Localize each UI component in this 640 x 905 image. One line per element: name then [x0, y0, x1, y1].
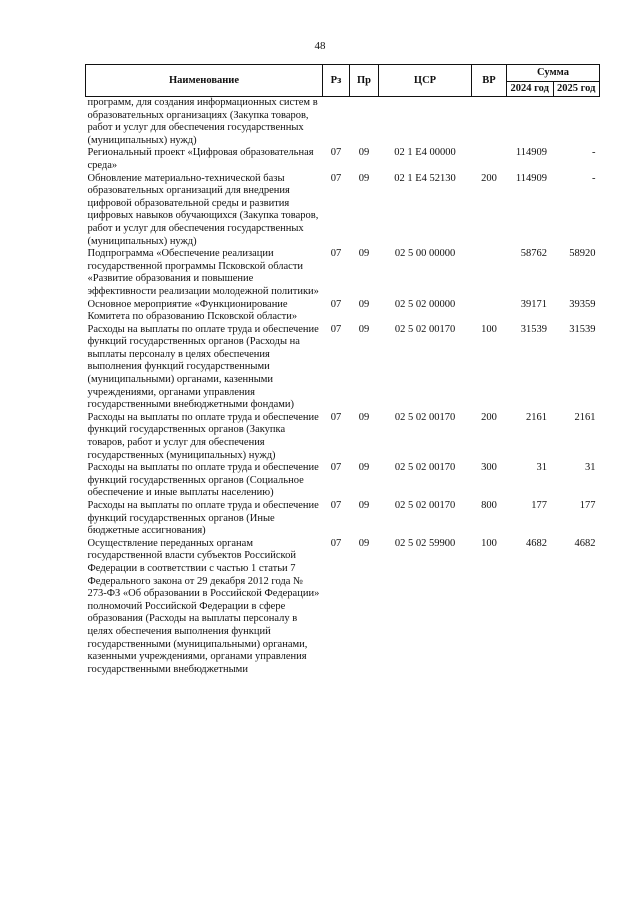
table-row	[86, 462, 600, 500]
row-pr: 09	[358, 248, 370, 260]
row-csr: 02 5 02 59900	[394, 537, 456, 549]
page-number: 48	[314, 40, 326, 52]
row-rz: 07	[330, 248, 342, 260]
header-sum: Сумма	[507, 65, 600, 82]
row-rz: 07	[330, 147, 342, 159]
row-name: программ, для создания информационных систем в образовательных организациях (Закупка товаров, работ и услуг для обеспечения государственных (муниципальных) нужд)	[87, 97, 318, 146]
header-pr: Пр	[350, 65, 379, 97]
row-sum-2025: -	[592, 147, 596, 159]
row-vr	[472, 248, 507, 298]
row-name: Подпрограмма «Обеспечение реализации государственной программы Псковской области «Развитие образования и повышение эффективности реализации молодежной политики»	[87, 248, 319, 297]
row-pr: 09	[358, 500, 370, 511]
table-row	[86, 324, 600, 412]
row-csr: 02 1 E4 00000	[394, 147, 456, 159]
row-sum-2024: 2161	[526, 411, 547, 423]
table-row	[86, 147, 600, 172]
row-rz: 07	[330, 411, 342, 423]
row-sum-2025: 39359	[569, 298, 596, 310]
row-pr: 09	[358, 172, 370, 184]
row-rz: 07	[330, 462, 342, 474]
row-sum-2025: 2161	[574, 411, 596, 423]
row-sum-2025: 177	[579, 500, 596, 511]
header-rz: Рз	[323, 65, 350, 97]
row-csr: 02 5 02 00000	[394, 298, 456, 310]
row-rz: 07	[330, 323, 342, 335]
row-csr: 02 5 00 00000	[394, 248, 456, 260]
row-name: Осуществление переданных органам государственной власти субъектов Российской Федерации в соответствии с частью 1 статьи 7 Федерального закона от 29 декабря 2012 года № 273-ФЗ «Об образовании в Российской Федерации» полномочий Российской Федерации в сфере образования (Расходы на выплаты персоналу в целях обеспечения выполнения функций государственными (муниципальными) органами, казенными учреждениями, органами управления государственными внебюджетными	[87, 537, 320, 675]
row-pr: 09	[358, 537, 370, 549]
row-sum-2024	[507, 97, 554, 148]
row-pr: 09	[358, 147, 370, 159]
table-row	[86, 173, 600, 249]
row-rz: 07	[330, 172, 342, 184]
table-row	[86, 500, 600, 538]
row-sum-2024: 4682	[526, 537, 547, 549]
table-row	[86, 538, 600, 677]
table-row	[86, 299, 600, 324]
row-sum-2025: 31539	[569, 323, 596, 335]
row-name: Расходы на выплаты по оплате труда и обеспечение функций государственных органов (Закупка товаров, работ и услуг для обеспечения государственных (муниципальных) нужд)	[87, 411, 319, 461]
header-csr: ЦСР	[379, 65, 472, 97]
row-sum-2025: 31	[585, 462, 596, 474]
row-pr: 09	[358, 323, 370, 335]
row-csr	[379, 97, 472, 148]
header-2025: 2025 год	[553, 82, 600, 97]
table-body	[86, 97, 600, 677]
row-name: Расходы на выплаты по оплате труда и обеспечение функций государственных органов (Иные бюджетные ассигнования)	[87, 500, 319, 537]
row-sum-2024: 39171	[520, 298, 547, 310]
table-row	[86, 97, 600, 148]
row-rz	[323, 97, 350, 148]
row-name: Обновление материально-технической базы образовательных организаций для внедрения цифровой образовательной среды и развития цифровых навыков обучающихся (Закупка товаров, работ и услуг для обеспечения государственных (муниципальных) нужд)	[87, 172, 319, 247]
header-2024: 2024 год	[507, 82, 554, 97]
row-sum-2025: -	[592, 172, 596, 184]
row-pr	[350, 97, 379, 148]
row-csr: 02 5 02 00170	[394, 323, 456, 335]
budget-table	[85, 64, 600, 676]
row-csr: 02 1 E4 52130	[394, 172, 456, 184]
row-sum-2025: 4682	[574, 537, 596, 549]
row-csr: 02 5 02 00170	[394, 500, 456, 511]
row-name: Региональный проект «Цифровая образовательная среда»	[87, 147, 314, 171]
row-sum-2025: 58920	[569, 248, 596, 260]
row-name: Расходы на выплаты по оплате труда и обеспечение функций государственных органов (Расходы на выплаты персоналу в целях обеспечения выполнения функций государственными (муниципальными) органами, казенными учреждениями, органами управления государственными внебюджетными фондами)	[87, 323, 319, 411]
row-sum-2024: 114909	[515, 147, 547, 159]
header-vr: ВР	[472, 65, 507, 97]
row-sum-2024: 31539	[520, 323, 547, 335]
row-rz: 07	[330, 298, 342, 310]
row-pr: 09	[358, 298, 370, 310]
row-pr: 09	[358, 462, 370, 474]
row-sum-2025	[553, 97, 600, 148]
row-vr: 800	[481, 500, 497, 511]
row-vr: 300	[481, 462, 497, 474]
row-sum-2024: 177	[531, 500, 547, 511]
row-csr: 02 5 02 00170	[394, 411, 456, 423]
row-vr	[472, 97, 507, 148]
table-row	[86, 248, 600, 298]
row-vr: 100	[481, 537, 497, 549]
row-sum-2024: 58762	[520, 248, 547, 260]
row-vr	[472, 299, 507, 324]
table-row	[86, 412, 600, 462]
row-csr: 02 5 02 00170	[394, 462, 456, 474]
row-pr: 09	[358, 411, 370, 423]
row-sum-2024: 31	[536, 462, 547, 474]
row-vr: 200	[481, 172, 497, 184]
table-header	[86, 65, 600, 97]
row-rz: 07	[330, 537, 342, 549]
row-vr: 200	[481, 411, 497, 423]
row-vr: 100	[481, 323, 497, 335]
row-name: Расходы на выплаты по оплате труда и обеспечение функций государственных органов (Социальное обеспечение и иные выплаты населению)	[87, 462, 319, 499]
row-sum-2024: 114909	[515, 172, 547, 184]
row-vr	[472, 147, 507, 172]
row-name: Основное мероприятие «Функционирование Комитета по образованию Псковской области»	[87, 298, 298, 323]
row-rz: 07	[330, 500, 342, 511]
header-name: Наименование	[86, 65, 323, 97]
